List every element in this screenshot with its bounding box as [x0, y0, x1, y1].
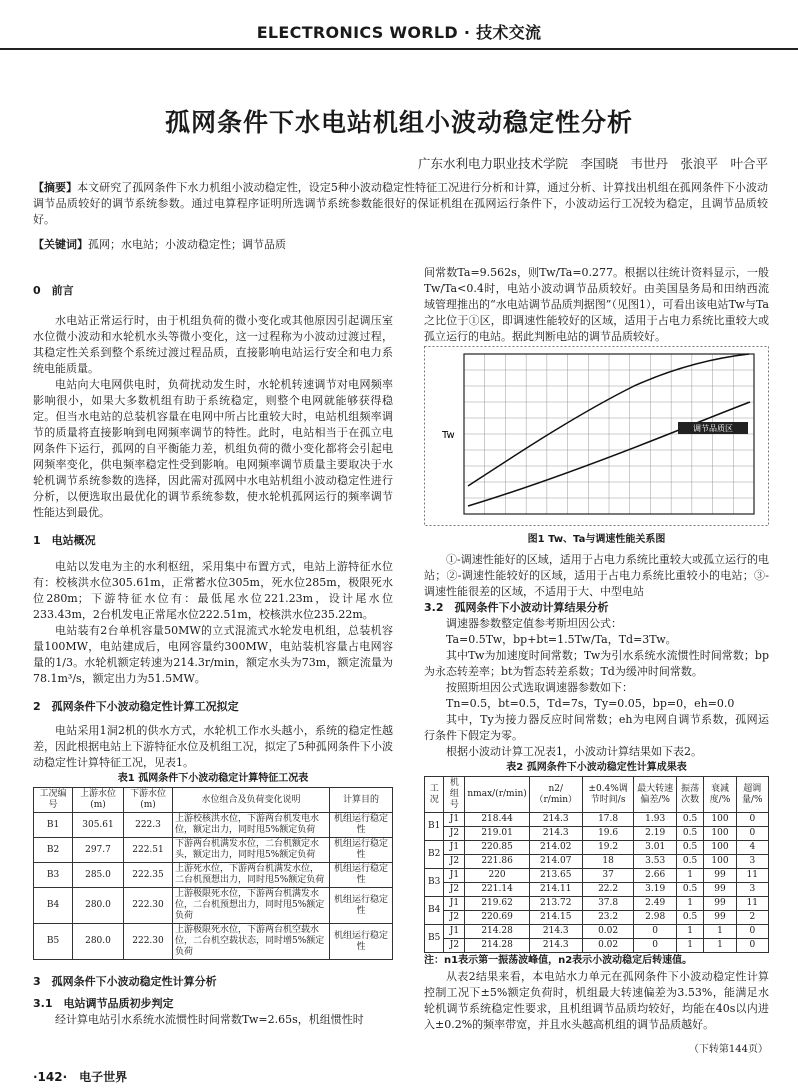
- figure-frame: [425, 347, 769, 526]
- table-cell: 214.15: [529, 911, 582, 925]
- table-header-cell: 振荡次数: [676, 777, 703, 813]
- table-row: [425, 925, 769, 939]
- table-cell: 0.02: [582, 939, 634, 953]
- figure-1-chart: [424, 346, 769, 526]
- table-cell: J1: [444, 841, 465, 855]
- table-cell: 1: [704, 925, 736, 939]
- table-header-cell: n2/（r/min）: [529, 777, 582, 813]
- table-cell: B2: [425, 841, 444, 869]
- table-cell: 214.11: [529, 883, 582, 897]
- abstract-label: 【摘要】: [33, 181, 78, 194]
- table-cell: 214.3: [529, 827, 582, 841]
- paragraph: 其中Tw为加速度时间常数；Tw为引水系统水流惯性时间常数；bp为永态转差率；bt为暂态转差系数；Td为缓冲时间常数。: [424, 649, 769, 678]
- table-cell: 1: [704, 939, 736, 953]
- table-header-cell: 计算目的: [330, 788, 393, 813]
- continued-note: （下转第144页）: [688, 1044, 768, 1055]
- left-column: [33, 283, 393, 1028]
- table-cell: 0.5: [676, 911, 703, 925]
- table-cell: 3.53: [634, 855, 676, 869]
- table-cell: 305.61: [73, 813, 124, 838]
- table-cell: 4: [736, 841, 768, 855]
- table-cell: 2.66: [634, 869, 676, 883]
- table-cell: 219.62: [465, 897, 529, 911]
- table-header-row: [425, 777, 769, 813]
- table-cell: 214.02: [529, 841, 582, 855]
- table-cell: 222.51: [124, 838, 173, 863]
- table-cell: 机组运行稳定性: [330, 888, 393, 924]
- table-cell: 280.0: [73, 924, 124, 960]
- paper-title: 孤网条件下水电站机组小波动稳定性分析: [164, 108, 633, 137]
- table-cell: 11: [736, 897, 768, 911]
- table-cell: J2: [444, 883, 465, 897]
- table-cell: 3: [736, 883, 768, 897]
- table-cell: 100: [704, 841, 736, 855]
- table-cell: 0.5: [676, 827, 703, 841]
- table-cell: 99: [704, 869, 736, 883]
- table-cell: 99: [704, 883, 736, 897]
- table-cell: 11: [736, 869, 768, 883]
- table-cell: 1: [676, 869, 703, 883]
- table-cell: 22.2: [582, 883, 634, 897]
- table-cell: B3: [425, 869, 444, 897]
- paragraph: 电站以发电为主的水利枢纽，采用集中布置方式，电站上游特征水位有：校核洪水位305.61m，正常蓄水位305m，死水位285m，极限死水位280m；下游特征水位有：最低尾水位221.23m，设计尾水位233.43m，2台机发电正常尾水位222.51m，校核洪水位235.22m。: [33, 560, 393, 621]
- table2-caption: 表2 孤网条件下小波动稳定性计算成果表: [506, 762, 687, 773]
- subsection-heading: 3.2 孤网条件下小波动计算结果分析: [424, 601, 609, 614]
- paragraph: 其中，Ty为接力器反应时间常数；eh为电网自调节系数，孤网运行条件下假定为零。: [424, 713, 769, 742]
- table-cell: J1: [444, 925, 465, 939]
- table-cell: 99: [704, 897, 736, 911]
- table-cell: 0: [736, 827, 768, 841]
- table-row: [34, 838, 393, 863]
- table-cell: 1: [676, 939, 703, 953]
- table-cell: 2.19: [634, 827, 676, 841]
- table-header-cell: 衰减度/%: [704, 777, 736, 813]
- table-row: [34, 813, 393, 838]
- table-cell: 213.65: [529, 869, 582, 883]
- table-cell: 上游死水位，下游两台机满发水位，二台机预想出力，同时甩5%额定负荷: [173, 863, 330, 888]
- table-cell: B4: [425, 897, 444, 925]
- table2-body: [425, 813, 769, 953]
- table-cell: 1.93: [634, 813, 676, 827]
- right-column-top: [424, 265, 769, 345]
- table-cell: 0.5: [676, 883, 703, 897]
- table-cell: 285.0: [73, 863, 124, 888]
- table1-caption: 表1 孤网条件下小波动稳定计算特征工况表: [117, 773, 309, 784]
- table-cell: 机组运行稳定性: [330, 813, 393, 838]
- table-cell: 220.69: [465, 911, 529, 925]
- table-header-cell: nmax/(r/min): [465, 777, 529, 813]
- table-row: [34, 863, 393, 888]
- table-cell: 0.5: [676, 855, 703, 869]
- table-cell: 上游校核洪水位，下游两台机发电水位，额定出力，同时甩5%额定负荷: [173, 813, 330, 838]
- paragraph: 根据小波动计算工况表1，小波动计算结果如下表2。: [446, 745, 702, 758]
- header-rule: [0, 48, 798, 50]
- formula: Tn=0.5，bt=0.5，Td=7s，Ty=0.05，bp=0，eh=0.0: [446, 697, 735, 710]
- table-cell: 214.07: [529, 855, 582, 869]
- table-row: [425, 827, 769, 841]
- table-row: [34, 924, 393, 960]
- table-cell: 机组运行稳定性: [330, 838, 393, 863]
- table-cell: 219.01: [465, 827, 529, 841]
- table-cell: 2.98: [634, 911, 676, 925]
- table-cell: 220: [465, 869, 529, 883]
- table-cell: 下游两台机满发水位，二台机额定水头，额定出力，同时甩5%额定负荷: [173, 838, 330, 863]
- table-cell: 221.86: [465, 855, 529, 869]
- table-cell: 222.35: [124, 863, 173, 888]
- table-row: [425, 883, 769, 897]
- table-row: [425, 869, 769, 883]
- table-cell: 19.2: [582, 841, 634, 855]
- table-cell: 99: [704, 911, 736, 925]
- subsection-heading: 3.1 电站调节品质初步判定: [33, 997, 174, 1010]
- table-cell: 218.44: [465, 813, 529, 827]
- table-header-cell: 超调量/%: [736, 777, 768, 813]
- table-row: [425, 897, 769, 911]
- abstract: [33, 180, 768, 228]
- table-cell: 机组运行稳定性: [330, 863, 393, 888]
- figure-caption: 图1 Tw、Ta与调速性能关系图: [527, 534, 666, 545]
- table-header-cell: 机组号: [444, 777, 465, 813]
- table-header-cell: ±0.4%调节时间/s: [582, 777, 634, 813]
- paragraph: 间常数Ta=9.562s，则Tw/Ta=0.277。根据以往统计资料显示，一般Tw/Ta<0.4时，电站小波动调节品质较好。由美国垦务局和田纳西流域管理推出的“水电站调节品质判据图”（见图1），可看出该电站Tw与Ta之比位于①区，即调速性能较好的区域，适用于占电力系统比重较大或孤立运行的电站。据此判断电站的调节品质较好。: [424, 266, 769, 343]
- paragraph: 调速器参数整定值参考斯坦因公式：: [446, 617, 622, 630]
- table-cell: 18: [582, 855, 634, 869]
- journal-name: ELECTRONICS WORLD · 技术交流: [256, 23, 542, 42]
- right-column: [424, 532, 769, 1033]
- table-cell: J2: [444, 855, 465, 869]
- table-cell: 37.8: [582, 897, 634, 911]
- table-cell: 214.28: [465, 925, 529, 939]
- table-cell: 0.02: [582, 925, 634, 939]
- abstract-text: 本文研究了孤网条件下水力机组小波动稳定性，设定5种小波动稳定性特征工况进行分析和计算，通过分析、计算找出机组在孤网条件下小波动调节品质较好的调节系统参数。通过电算程序证明所选调节系统参数能很好的保证机组在孤网运行条件下，小波动运行工况较为稳定，且调节品质较好。: [33, 181, 768, 226]
- table-cell: 214.3: [529, 813, 582, 827]
- table-cell: 机组运行稳定性: [330, 924, 393, 960]
- table-cell: 100: [704, 813, 736, 827]
- keywords-text: 孤网；水电站；小波动稳定性；调节品质: [88, 238, 286, 251]
- table-cell: J2: [444, 911, 465, 925]
- table-row: [34, 888, 393, 924]
- table-cell: 100: [704, 855, 736, 869]
- table-cell: 1: [676, 925, 703, 939]
- section-heading: 2 孤网条件下小波动稳定性计算工况拟定: [33, 700, 239, 713]
- table-row: [425, 911, 769, 925]
- table-cell: B1: [34, 813, 73, 838]
- table-cell: 3: [736, 855, 768, 869]
- table-row: [425, 841, 769, 855]
- table-header-cell: 工况: [425, 777, 444, 813]
- table-cell: 0: [736, 925, 768, 939]
- table-cell: 23.2: [582, 911, 634, 925]
- table-cell: 213.72: [529, 897, 582, 911]
- table-cell: B3: [34, 863, 73, 888]
- table1-body: [34, 813, 393, 960]
- table-cell: 214.3: [529, 939, 582, 953]
- table-cell: 222.30: [124, 924, 173, 960]
- table-header-cell: 水位组合及负荷变化说明: [173, 788, 330, 813]
- table-cell: 280.0: [73, 888, 124, 924]
- table-cell: 上游极限死水位，下游两台机满发水位，二台机预想出力，同时甩5%额定负荷: [173, 888, 330, 924]
- table-cell: 0: [736, 939, 768, 953]
- paragraph: 电站采用1洞2机的供水方式，水轮机工作水头越小，系统的稳定性越差，因此根据电站上下游特征水位及机组工况，拟定了5种孤网条件下小波动稳定性计算特征工况，见表1。: [33, 724, 393, 769]
- table-cell: 222.3: [124, 813, 173, 838]
- table-cell: 0.5: [676, 813, 703, 827]
- section-heading: 3 孤网条件下小波动稳定性计算分析: [33, 975, 217, 988]
- keywords: [33, 236, 768, 252]
- journal-header: [0, 0, 798, 52]
- table-cell: 220.85: [465, 841, 529, 855]
- paragraph: 电站装有2台单机容量50MW的立式混流式水轮发电机组，总装机容量100MW，电站建成后，电网容量约300MW，电站装机容量占电网容量的1/3。水轮机额定转速为214.3r/min，额定水头为73m，额定流量为78.1m³/s，额定出力为51.5MW。: [33, 624, 393, 685]
- table2: [424, 776, 769, 953]
- table-row: [425, 855, 769, 869]
- table-cell: 0: [634, 939, 676, 953]
- paragraph: 水电站正常运行时，由于机组负荷的微小变化或其他原因引起调压室水位微小波动和水轮机水头等微小变化，这一过程称为小波动过渡过程，其稳定性关系到整个系统过渡过程品质，直接影响电站运行安全和电力系统电能质量。: [33, 314, 393, 375]
- table-header-row: [34, 788, 393, 813]
- figure-label: 调节品质区: [693, 424, 733, 433]
- paragraph: 按照斯坦因公式选取调速器参数如下：: [446, 681, 633, 694]
- table-cell: J1: [444, 897, 465, 911]
- table-cell: J2: [444, 827, 465, 841]
- table-row: [425, 939, 769, 953]
- table-cell: 0: [736, 813, 768, 827]
- paragraph: 从表2结果来看，本电站水力单元在孤网条件下小波动稳定性计算控制工况下±5%额定负荷时，机组最大转速偏差为3.53%，能满足水轮机调节系统稳定性要求，且机组调节品质均较好，均能在40s以内进入±0.2%的频率带宽，并且水头越高机组的调节品质越好。: [424, 970, 769, 1031]
- table-cell: 19.6: [582, 827, 634, 841]
- table-cell: J1: [444, 869, 465, 883]
- table-cell: 3.01: [634, 841, 676, 855]
- table-cell: 37: [582, 869, 634, 883]
- formula: Ta=0.5Tw，bp+bt=1.5Tw/Ta，Td=3Tw。: [446, 633, 677, 646]
- table-cell: 3.19: [634, 883, 676, 897]
- authors: 广东水利电力职业技术学院 李国晓 韦世丹 张浪平 叶合平: [417, 156, 768, 171]
- table-header-cell: 工况编号: [34, 788, 73, 813]
- table-cell: B1: [425, 813, 444, 841]
- table-cell: 214.3: [529, 925, 582, 939]
- table-header-cell: 下游水位(m): [124, 788, 173, 813]
- section-heading: 1 电站概况: [33, 534, 96, 547]
- table-cell: 2.49: [634, 897, 676, 911]
- table-header-cell: 最大转速偏差/%: [634, 777, 676, 813]
- table1: [33, 787, 393, 960]
- keywords-label: 【关键词】: [33, 238, 88, 251]
- table-cell: 221.14: [465, 883, 529, 897]
- table-cell: 0.5: [676, 841, 703, 855]
- table-cell: 100: [704, 827, 736, 841]
- paragraph: 经计算电站引水系统水流惯性时间常数Tw=2.65s，机组惯性时: [55, 1013, 364, 1026]
- table-cell: B2: [34, 838, 73, 863]
- table-header-cell: 上游水位(m): [73, 788, 124, 813]
- table-cell: 214.28: [465, 939, 529, 953]
- table-row: [425, 813, 769, 827]
- table-cell: 222.30: [124, 888, 173, 924]
- table-cell: J2: [444, 939, 465, 953]
- page-footer: ·142· 电子世界: [33, 1070, 128, 1084]
- table-cell: 0: [634, 925, 676, 939]
- table-cell: B5: [34, 924, 73, 960]
- section-heading: 0 前言: [33, 284, 74, 297]
- table-cell: J1: [444, 813, 465, 827]
- table-cell: B4: [34, 888, 73, 924]
- table-note: 注：n1表示第一振荡波峰值，n2表示小波动稳定后转速值。: [424, 955, 693, 966]
- table-cell: 上游极限死水位，下游两台机空载水位，二台机空载状态，同时增5%额定负荷: [173, 924, 330, 960]
- table-cell: 17.8: [582, 813, 634, 827]
- table-cell: 297.7: [73, 838, 124, 863]
- table-cell: B5: [425, 925, 444, 953]
- paragraph: ①-调速性能好的区域，适用于占电力系统比重较大或孤立运行的电站；②-调速性能较好的区域，适用于占电力系统比重较小的电站；③-调速性能很差的区域，不适用于大、中型电站: [424, 553, 769, 598]
- paragraph: 电站向大电网供电时，负荷扰动发生时，水轮机转速调节对电网频率影响很小，如果大多数机组有助于系统稳定，则整个电网就能够获得稳定。但当水电站的总装机容量在电网中所占比重较大时，电站机组频率调节的质量将直接影响到电网频率调节的特性。此时，电站相当于在孤立电网条件下运行，孤网的自平衡能力差，机组负荷的微小变化都将会引起电网频率变化，供电频率稳定性受到影响。电网频率调节质量主要取决于水轮机调节系统参数的选择，因此需对孤网中水电站机组小波动稳定性进行分析，以便选取出最优化的调节系统参数，使水轮机孤网运行的频率调节性能达到最优。: [33, 378, 393, 519]
- table-cell: 1: [676, 897, 703, 911]
- y-axis-label: Tw: [442, 430, 455, 441]
- table-cell: 2: [736, 911, 768, 925]
